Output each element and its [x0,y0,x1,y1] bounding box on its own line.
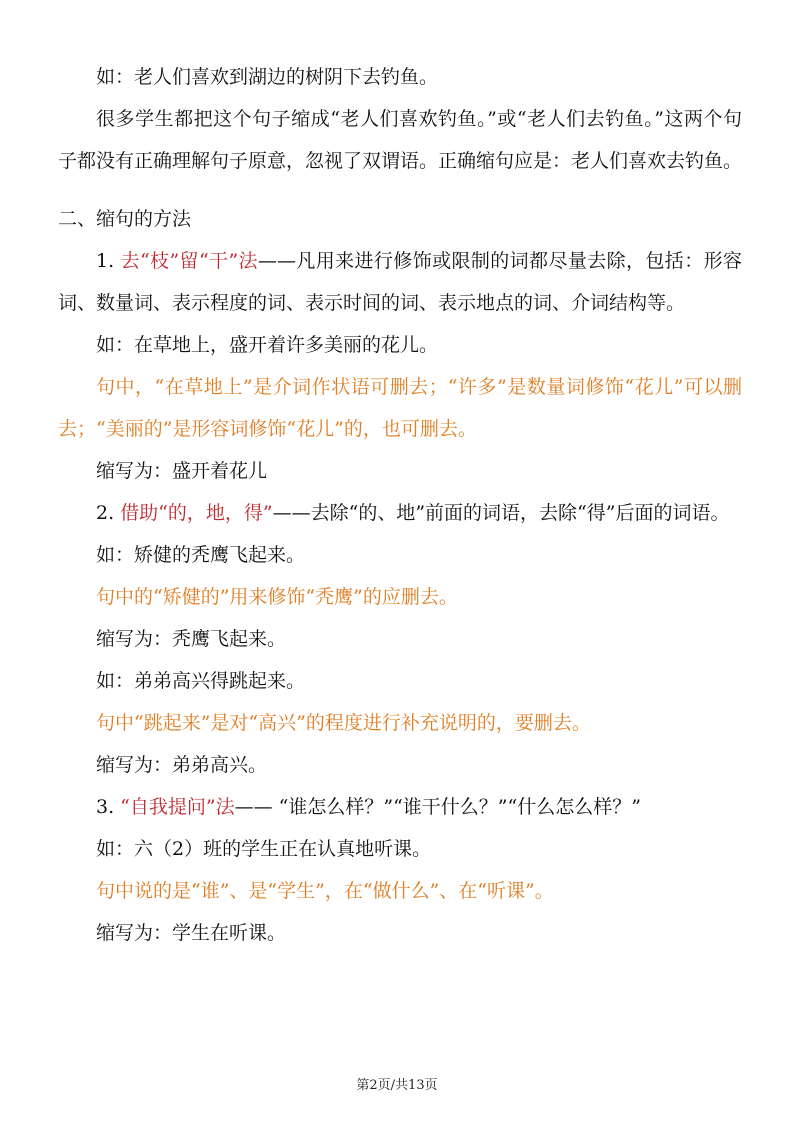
example-result: 缩写为：盛开着花儿 [96,460,268,482]
example-note: 句中的“矫健的”用来修饰“秃鹰”的应删去。 [96,586,458,608]
section-gap [58,182,742,198]
page-number-footer: 第2页/共13页 [356,1078,438,1093]
example-sentence: 如：弟弟高兴得跳起来。 [96,670,306,692]
method-3 [58,786,742,828]
example-note: 句中“跳起来”是对“高兴”的程度进行补充说明的，要删去。 [96,712,591,734]
example-note: 句中，“在草地上”是介词作状语可删去；“许多”是数量词修饰“花儿”可以删去；“美丽的”是形容词修饰“花儿”的，也可删去。 [58,376,742,440]
document-body [58,56,742,954]
method-3-body: —— “谁怎么样？”“谁干什么？”“什么怎么样？” [234,796,641,818]
method-1-number: 1. [96,250,121,272]
method-2-body: ——去除“的、地”前面的词语，去除“得”后面的词语。 [272,502,730,524]
method-3-title: “自我提问”法 [120,796,235,818]
method-2 [58,492,742,534]
section-heading: 二、缩句的方法 [58,208,192,230]
example-result: 缩写为：秃鹰飞起来。 [96,628,287,650]
example-sentence: 如：在草地上，盛开着许多美丽的花儿。 [96,334,439,356]
example-line: 如：老人们喜欢到湖边的树阴下去钓鱼。 [96,66,439,88]
method-3-number: 3. [96,796,121,818]
example-sentence: 如：矫健的秃鹰飞起来。 [96,544,306,566]
example-note: 句中说的是“谁”、是“学生”，在“做什么”、在“听课”。 [96,880,554,902]
example-sentence: 如：六（2）班的学生正在认真地听课。 [96,838,432,860]
example-result: 缩写为：学生在听课。 [96,922,287,944]
method-1-title: 去“枝”留“干”法 [120,250,258,272]
example-result: 缩写为：弟弟高兴。 [96,754,268,776]
method-1-body: ——凡用来进行修饰或限制的词都尽量去除，包括：形容词、数量词、表示程度的词、表示时间的词、表示地点的词、介词结构等。 [58,250,742,314]
method-1 [58,240,742,324]
explanation-paragraph: 很多学生都把这个句子缩成“老人们喜欢钓鱼。”或“老人们去钓鱼。”这两个句子都没有正确理解句子原意，忽视了双谓语。正确缩句应是：老人们喜欢去钓鱼。 [58,108,743,172]
method-2-title: 借助“的，地，得” [120,502,273,524]
method-2-number: 2. [96,502,121,524]
